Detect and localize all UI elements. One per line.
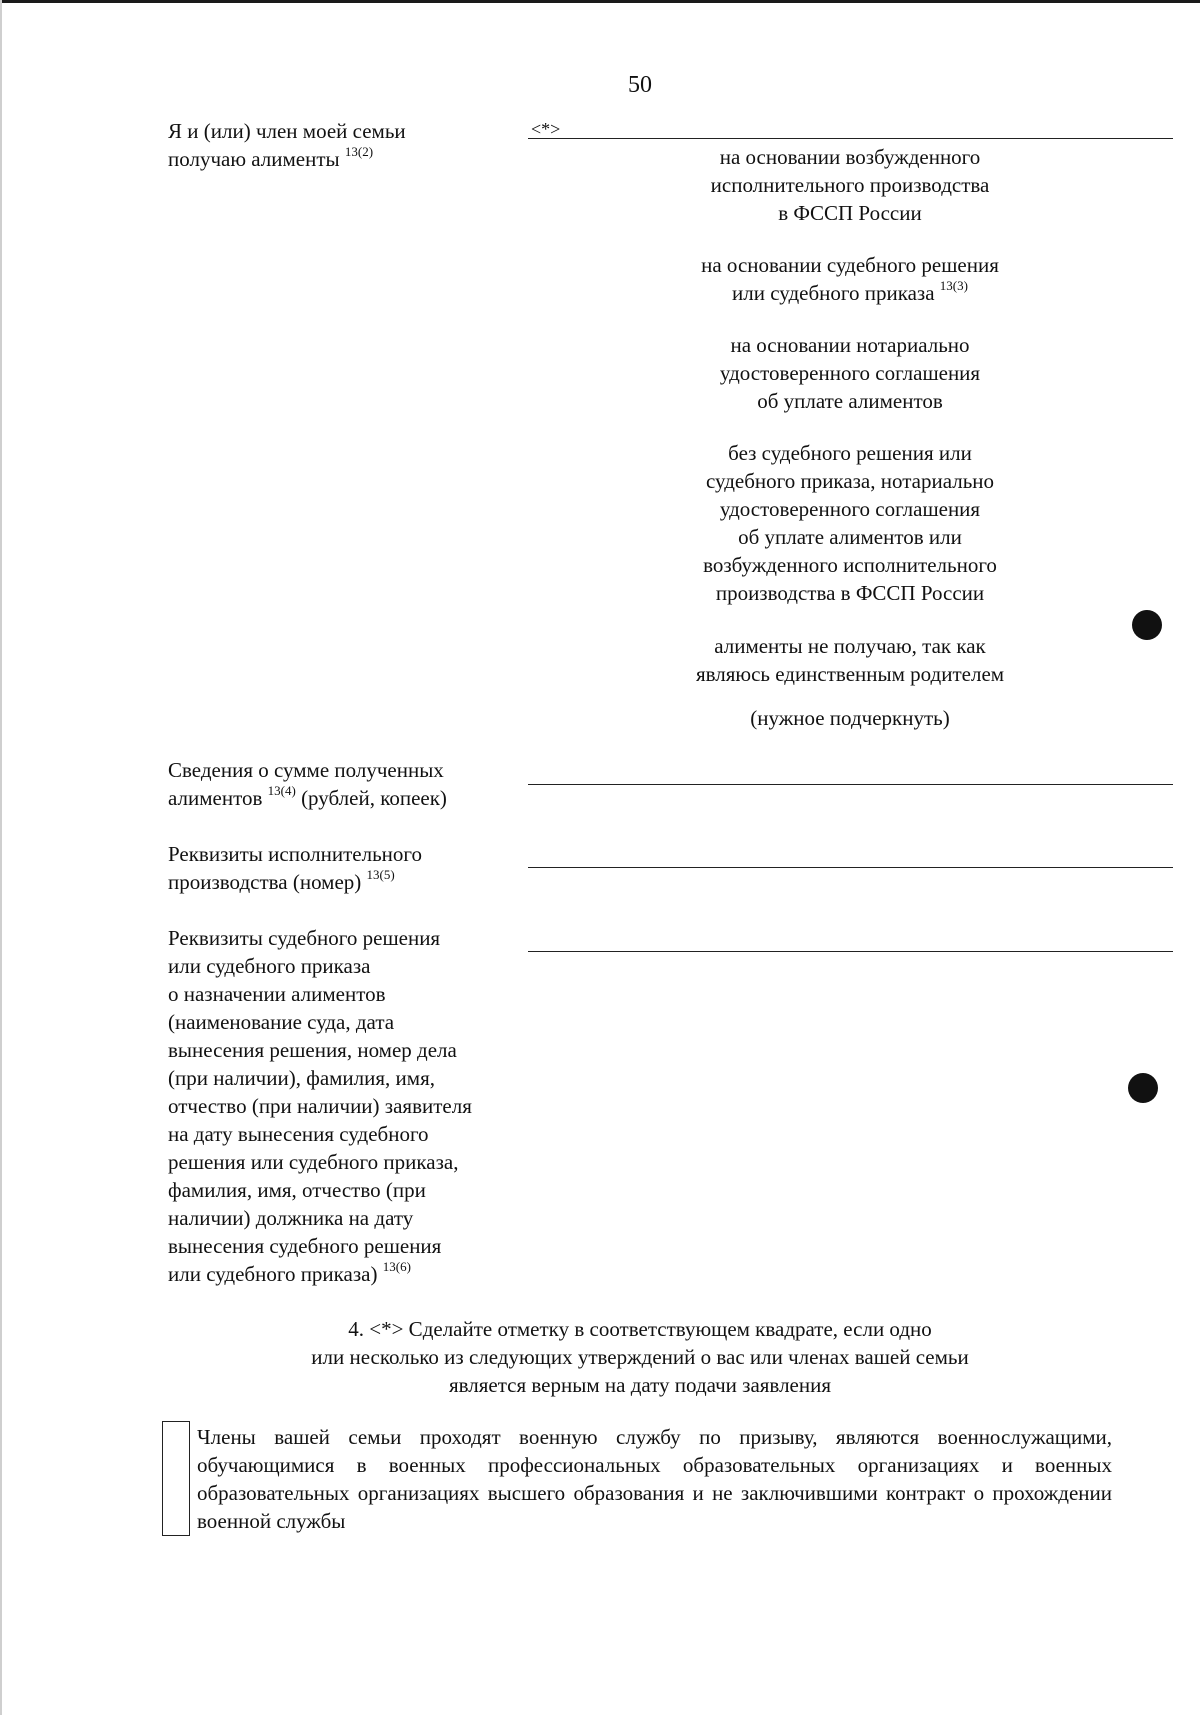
sum-input-line[interactable] (528, 784, 1173, 785)
alimony-option-1[interactable]: на основании возбужденного исполнительного производства в ФССП России (710, 145, 990, 225)
punch-hole-mark (1132, 610, 1162, 640)
punch-hole-mark (1128, 1073, 1158, 1103)
underline-hint: (нужное подчеркнуть) (750, 706, 950, 730)
case-label-line1: Реквизиты исполнительного (168, 842, 423, 866)
alimony-option-3[interactable]: на основании нотариально удостоверенного соглашения об уплате алиментов (719, 333, 981, 413)
footnote-ref: 13(3) (939, 278, 968, 293)
alimony-label-line2: получаю алименты $^{13(2)}$ (168, 144, 374, 171)
court-details-input-line[interactable] (528, 951, 1173, 952)
footnote-ref: 13(5) (366, 867, 395, 882)
case-label-line2: производства (номер) $^{13(5)}$ (168, 867, 395, 894)
military-service-statement: Члены вашей семьи проходят военную службу по призыву, являются военнослужащими, обучающимися в военных профессиональных образовательных организациях и военных образовательных организациях высшего образования и не заключившими контракт о прохождении военной службы (197, 1425, 1112, 1533)
alimony-label-line1: Я и (или) член моей семьи (168, 119, 406, 143)
alimony-answer-line[interactable] (528, 138, 1173, 139)
court-details-label: Реквизиты судебного решения или судебного приказа о назначении алиментов (наименование суда, дата вынесения решения, номер дела (при наличии), фамилия, имя, отчество (при наличии) заявителя на дату вынесения судебного решения или судебного приказа, фамилия, имя, отчество (при наличии) должника на дату вынесения судебного решения или судебного приказа) $^{13(6)}$ (168, 926, 472, 1286)
alimony-option-2[interactable]: на основании судебного решения или судебного приказа $^{13(3)}$ (701, 253, 999, 305)
footnote-ref: 13(4) (267, 783, 296, 798)
footnote-ref: 13(2) (344, 144, 374, 159)
left-edge-line (0, 0, 2, 1715)
required-marker: <*> (531, 119, 561, 139)
page-number: 50 (628, 72, 652, 98)
section4-heading-line3: является верным на дату подачи заявления (448, 1373, 832, 1397)
section4-heading-line2: или несколько из следующих утверждений о вас или членах вашей семьи (311, 1345, 969, 1369)
sum-label-line1: Сведения о сумме полученных (168, 758, 444, 782)
case-number-input-line[interactable] (528, 867, 1173, 868)
sum-label-line2: алиментов $^{13(4)}$ (рублей, копеек) (168, 783, 447, 810)
military-service-checkbox[interactable] (162, 1421, 190, 1536)
alimony-option-5[interactable]: алименты не получаю, так как являюсь единственным родителем (695, 634, 1005, 686)
section4-heading-line1: 4. <*> Сделайте отметку в соответствующем квадрате, если одно (348, 1317, 932, 1341)
footnote-ref: 13(6) (382, 1259, 411, 1274)
top-border-line (0, 0, 1200, 3)
alimony-option-4[interactable]: без судебного решения или судебного приказа, нотариально удостоверенного соглашения об уплате алиментов или возбужденного исполнительного производства в ФССП России (703, 441, 997, 605)
